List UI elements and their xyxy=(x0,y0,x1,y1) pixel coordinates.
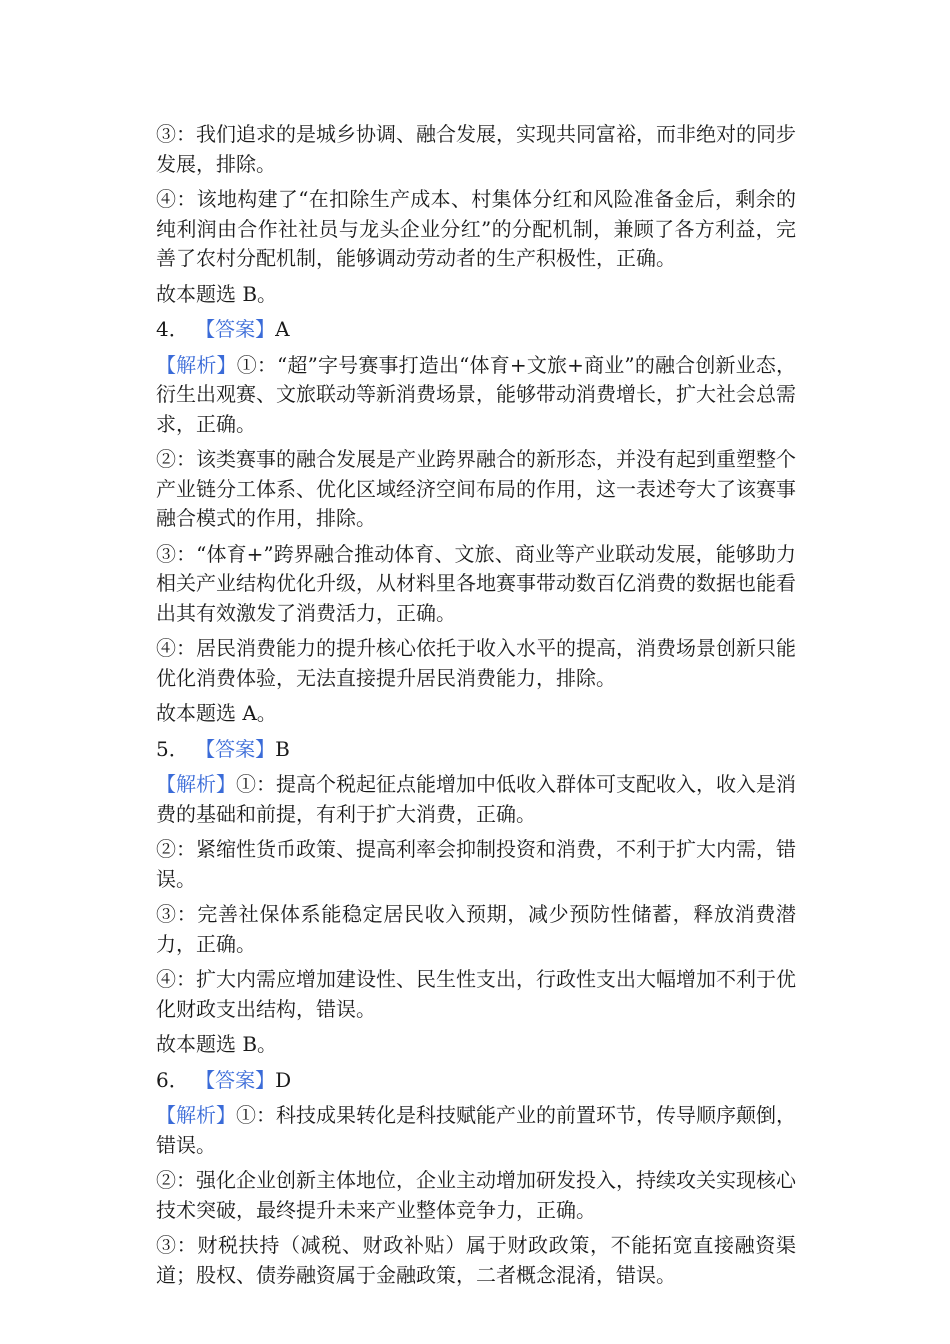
analysis-paragraph xyxy=(156,351,796,440)
analysis-tag: 【解析】 xyxy=(156,352,237,377)
answer-value: B xyxy=(275,736,290,761)
paragraph: ②：该类赛事的融合发展是产业跨界融合的新形态，并没有起到重塑整个产业链分工体系、优化区域经济空间布局的作用，这一表述夸大了该赛事融合模式的作用，排除。 xyxy=(156,447,796,530)
analysis-paragraph xyxy=(156,770,796,829)
paragraph: ②：紧缩性货币政策、提高利率会抑制投资和消费，不利于扩大内需，错误。 xyxy=(156,837,796,891)
paragraph: ③：“体育+”跨界融合推动体育、文旅、商业等产业联动发展，能够助力相关产业结构优化升级，从材料里各地赛事带动数百亿消费的数据也能看出其有效激发了消费活力，正确。 xyxy=(156,541,796,625)
question-number: 6． xyxy=(156,1067,196,1092)
analysis-text: ①：科技成果转化是科技赋能产业的前置环节，传导顺序颠倒，错误。 xyxy=(156,1103,796,1157)
paragraph: 故本题选 A。 xyxy=(156,701,277,725)
answer-value: A xyxy=(275,317,290,341)
answer-tag: 【答案】 xyxy=(195,736,276,761)
paragraph: 故本题选 B。 xyxy=(156,281,278,306)
answer-line xyxy=(156,315,796,345)
answer-line xyxy=(156,735,796,765)
document-page xyxy=(156,120,796,1296)
answer-tag: 【答案】 xyxy=(195,317,276,341)
paragraph: ③：完善社保体系能稳定居民收入预期，减少预防性储蓄，释放消费潜力，正确。 xyxy=(156,902,796,956)
question-number: 4． xyxy=(156,317,196,341)
analysis-tag: 【解析】 xyxy=(156,1103,236,1127)
paragraph: 故本题选 B。 xyxy=(156,1032,278,1056)
paragraph: ④：该地构建了“在扣除生产成本、村集体分红和风险准备金后，剩余的纯利润由合作社社员与龙头企业分红”的分配机制，兼顾了各方利益，完善了农村分配机制，能够调动劳动者的生产积极性，正确。 xyxy=(156,187,796,270)
analysis-paragraph xyxy=(156,1101,796,1160)
analysis-text: ①：“超”字号赛事打造出“体育+文旅+商业”的融合创新业态，衍生出观赛、文旅联动等新消费场景，能够带动消费增长，扩大社会总需求，正确。 xyxy=(156,352,797,436)
paragraph: ②：强化企业创新主体地位，企业主动增加研发投入，持续攻关实现核心技术突破，最终提升未来产业整体竞争力，正确。 xyxy=(156,1168,796,1222)
question-number: 5． xyxy=(156,736,196,761)
paragraph: ③：我们追求的是城乡协调、融合发展，实现共同富裕，而非绝对的同步发展，排除。 xyxy=(156,122,796,176)
answer-tag: 【答案】 xyxy=(195,1067,276,1092)
paragraph: ④：扩大内需应增加建设性、民生性支出，行政性支出大幅增加不利于优化财政支出结构，错误。 xyxy=(156,967,796,1021)
analysis-tag: 【解析】 xyxy=(156,772,236,796)
paragraph: ④：居民消费能力的提升核心依托于收入水平的提高，消费场景创新只能优化消费体验，无法直接提升居民消费能力，排除。 xyxy=(156,636,796,690)
answer-line xyxy=(156,1066,796,1096)
answer-value: D xyxy=(275,1067,292,1092)
analysis-text: ①：提高个税起征点能增加中低收入群体可支配收入，收入是消费的基础和前提，有利于扩大消费，正确。 xyxy=(156,772,796,826)
paragraph: ③：财税扶持（减税、财政补贴）属于财政政策，不能拓宽直接融资渠道；股权、债券融资属于金融政策，二者概念混淆，错误。 xyxy=(156,1233,796,1287)
